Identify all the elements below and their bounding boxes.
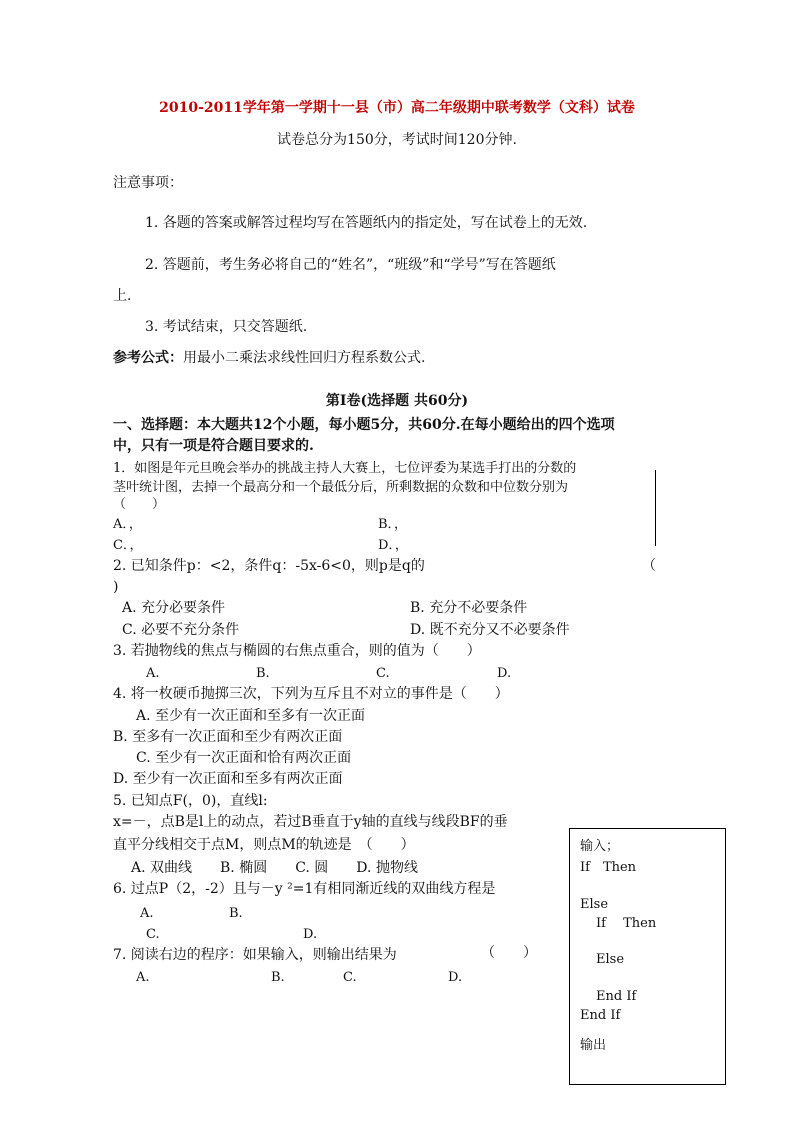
note-3: 3. 考试结束，只交答题纸.: [145, 319, 308, 335]
section-intro-2: 中，只有一项是符合题目要求的.: [113, 438, 314, 454]
q2-option-a: A. 充分必要条件: [122, 600, 226, 616]
formula-label: 参考公式：: [113, 350, 183, 366]
formula-line: [113, 349, 425, 367]
q1-option-b: B．，: [378, 517, 408, 532]
notes-heading: 注意事项：: [113, 175, 183, 191]
q1-paren: （ ）: [113, 497, 166, 512]
program-line-7: End If: [580, 1008, 621, 1023]
q6-option-a: A.: [140, 906, 154, 921]
program-line-8: 输出: [580, 1038, 607, 1053]
q6-option-b: B.: [229, 906, 243, 921]
q6-stem: 6. 过点P（2，-2）且与－y ²=1有相同渐近线的双曲线方程是: [113, 881, 496, 897]
figure-divider-line: [655, 470, 656, 546]
q1-option-c: C．，: [113, 538, 143, 553]
program-line-3: Else: [580, 897, 609, 912]
q2-stem: 2. 已知条件p：<2，条件q：-5x-6<0，则p是q的: [113, 558, 425, 574]
note-2-cont: 上.: [113, 288, 132, 304]
q3-option-b: B.: [256, 666, 270, 681]
q7-option-a: A.: [136, 970, 150, 985]
q2-paren-open: （: [642, 558, 656, 574]
q7-option-b: B.: [271, 970, 285, 985]
program-line-1: 输入；: [580, 839, 620, 854]
q3-option-a: A.: [146, 666, 160, 681]
q3-stem: 3. 若抛物线的焦点与椭圆的右焦点重合，则的值为（ ）: [113, 643, 481, 659]
q5-stem-line-2: x=－，点B是l上的动点，若过B垂直于y轴的直线与线段BF的垂: [113, 814, 508, 830]
exam-title: 2010-2011学年第一学期十一县（市）高二年级期中联考数学（文科）试卷: [159, 100, 635, 116]
q7-option-d: D.: [448, 970, 463, 985]
q3-option-c: C.: [376, 666, 390, 681]
q6-option-c: C.: [146, 927, 160, 942]
q3-option-d: D.: [497, 666, 512, 681]
q6-option-d: D.: [303, 927, 318, 942]
q2-option-c: C. 必要不充分条件: [122, 622, 240, 638]
q4-option-c: C. 至少有一次正面和恰有两次正面: [136, 750, 352, 766]
q5-stem-line-1: 5. 已知点F(，0)，直线l:: [113, 793, 268, 809]
q1-option-a: A．，: [113, 517, 142, 532]
note-2: 2. 答题前，考生务必将自己的“姓名”，“班级”和“学号”写在答题纸: [145, 257, 556, 273]
q4-option-d: D. 至少有一次正面和至多有两次正面: [113, 771, 343, 787]
q2-option-b: B. 充分不必要条件: [410, 600, 528, 616]
program-line-4: If Then: [596, 916, 657, 931]
q4-option-b: B. 至多有一次正面和至少有两次正面: [113, 729, 343, 745]
program-line-5: Else: [596, 952, 625, 967]
exam-subtitle: 试卷总分为150分，考试时间120分钟.: [277, 132, 517, 148]
q7-paren: （ ）: [481, 945, 537, 961]
q4-stem: 4. 将一枚硬币抛掷三次，下列为互斥且不对立的事件是（ ）: [113, 686, 509, 702]
q4-option-a: A. 至少有一次正面和至多有一次正面: [136, 708, 366, 724]
q2-paren-close: ): [113, 579, 119, 595]
q2-option-d: D. 既不充分又不必要条件: [410, 622, 570, 638]
q7-option-c: C.: [343, 970, 357, 985]
q5-options: A. 双曲线 B. 椭圆 C. 圆 D. 抛物线: [131, 860, 418, 876]
section-intro-1: 一、选择题：本大题共12个小题，每小题5分，共60分.在每小题给出的四个选项: [113, 417, 615, 433]
q1-stem-line-1: 1．如图是年元旦晚会举办的挑战主持人大赛上，七位评委为某选手打出的分数的: [113, 461, 577, 476]
note-1: 1. 各题的答案或解答过程均写在答题纸内的指定处，写在试卷上的无效.: [145, 215, 588, 231]
q7-stem: 7. 阅读右边的程序：如果输入，则输出结果为: [113, 947, 397, 963]
program-line-6: End If: [596, 989, 637, 1004]
formula-text: 用最小二乘法求线性回归方程系数公式.: [183, 350, 426, 366]
program-line-2: If Then: [580, 860, 637, 875]
q1-stem-line-2: 茎叶统计图，去掉一个最高分和一个最低分后，所剩数据的众数和中位数分别为: [113, 480, 569, 495]
section-heading: 第Ⅰ卷(选择题 共60分): [325, 393, 469, 409]
q1-option-d: D．，: [378, 538, 408, 553]
q5-stem-line-3: 直平分线相交于点M，则点M的轨迹是 （ ）: [113, 837, 415, 853]
